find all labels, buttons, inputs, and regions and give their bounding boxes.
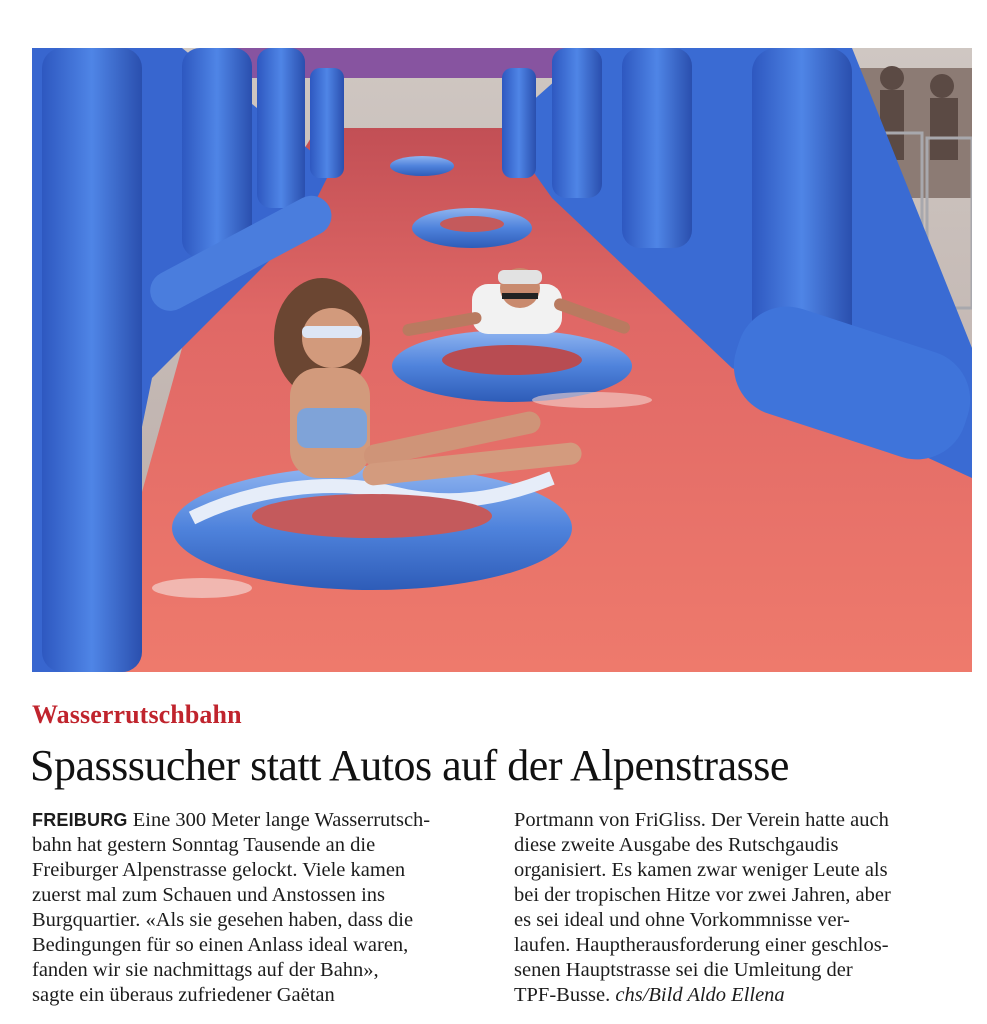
body-line: laufen. Hauptherausforderung einer geschlos- (514, 934, 889, 956)
body-line: bahn hat gestern Sonntag Tausende an die (32, 834, 376, 856)
photo-credit: chs/Bild Aldo Ellena (615, 984, 785, 1006)
body-line: Portmann von FriGliss. Der Verein hatte auch (514, 809, 889, 831)
body-line: senen Hauptstrasse sei die Umleitung der (514, 959, 853, 981)
article-headline: Spasssucher statt Autos auf der Alpenstrasse (30, 741, 789, 790)
dateline: FREIBURG (32, 810, 128, 830)
body-line-text: TPF-Busse. (514, 984, 616, 1006)
body-line: organisiert. Es kamen zwar weniger Leute als (514, 859, 888, 881)
waterslide-photo-illustration (32, 48, 972, 672)
body-line: sagte ein überaus zufriedener Gaëtan (32, 984, 335, 1006)
body-line (514, 983, 972, 1008)
body-line: Freiburger Alpenstrasse gelockt. Viele kamen (32, 859, 406, 881)
body-line: zuerst mal zum Schauen und Anstossen ins (32, 884, 386, 906)
article-body-right-column (514, 808, 972, 1008)
body-line: bei der tropischen Hitze vor zwei Jahren, aber (514, 884, 891, 906)
article-kicker: Wasserrutschbahn (32, 700, 242, 729)
body-line-text: Eine 300 Meter lange Wasserrutsch- (127, 809, 431, 831)
body-line: Bedingungen für so einen Anlass ideal waren, (32, 934, 409, 956)
article-body-left-column (32, 808, 490, 1008)
article-photo (32, 48, 972, 672)
body-line: es sei ideal und ohne Vorkommnisse ver- (514, 909, 850, 931)
body-line: Burgquartier. «Als sie gesehen haben, dass die (32, 909, 414, 931)
body-line: fanden wir sie nachmittags auf der Bahn», (32, 959, 379, 981)
body-line: diese zweite Ausgabe des Rutschgaudis (514, 834, 839, 856)
body-line (32, 808, 490, 833)
